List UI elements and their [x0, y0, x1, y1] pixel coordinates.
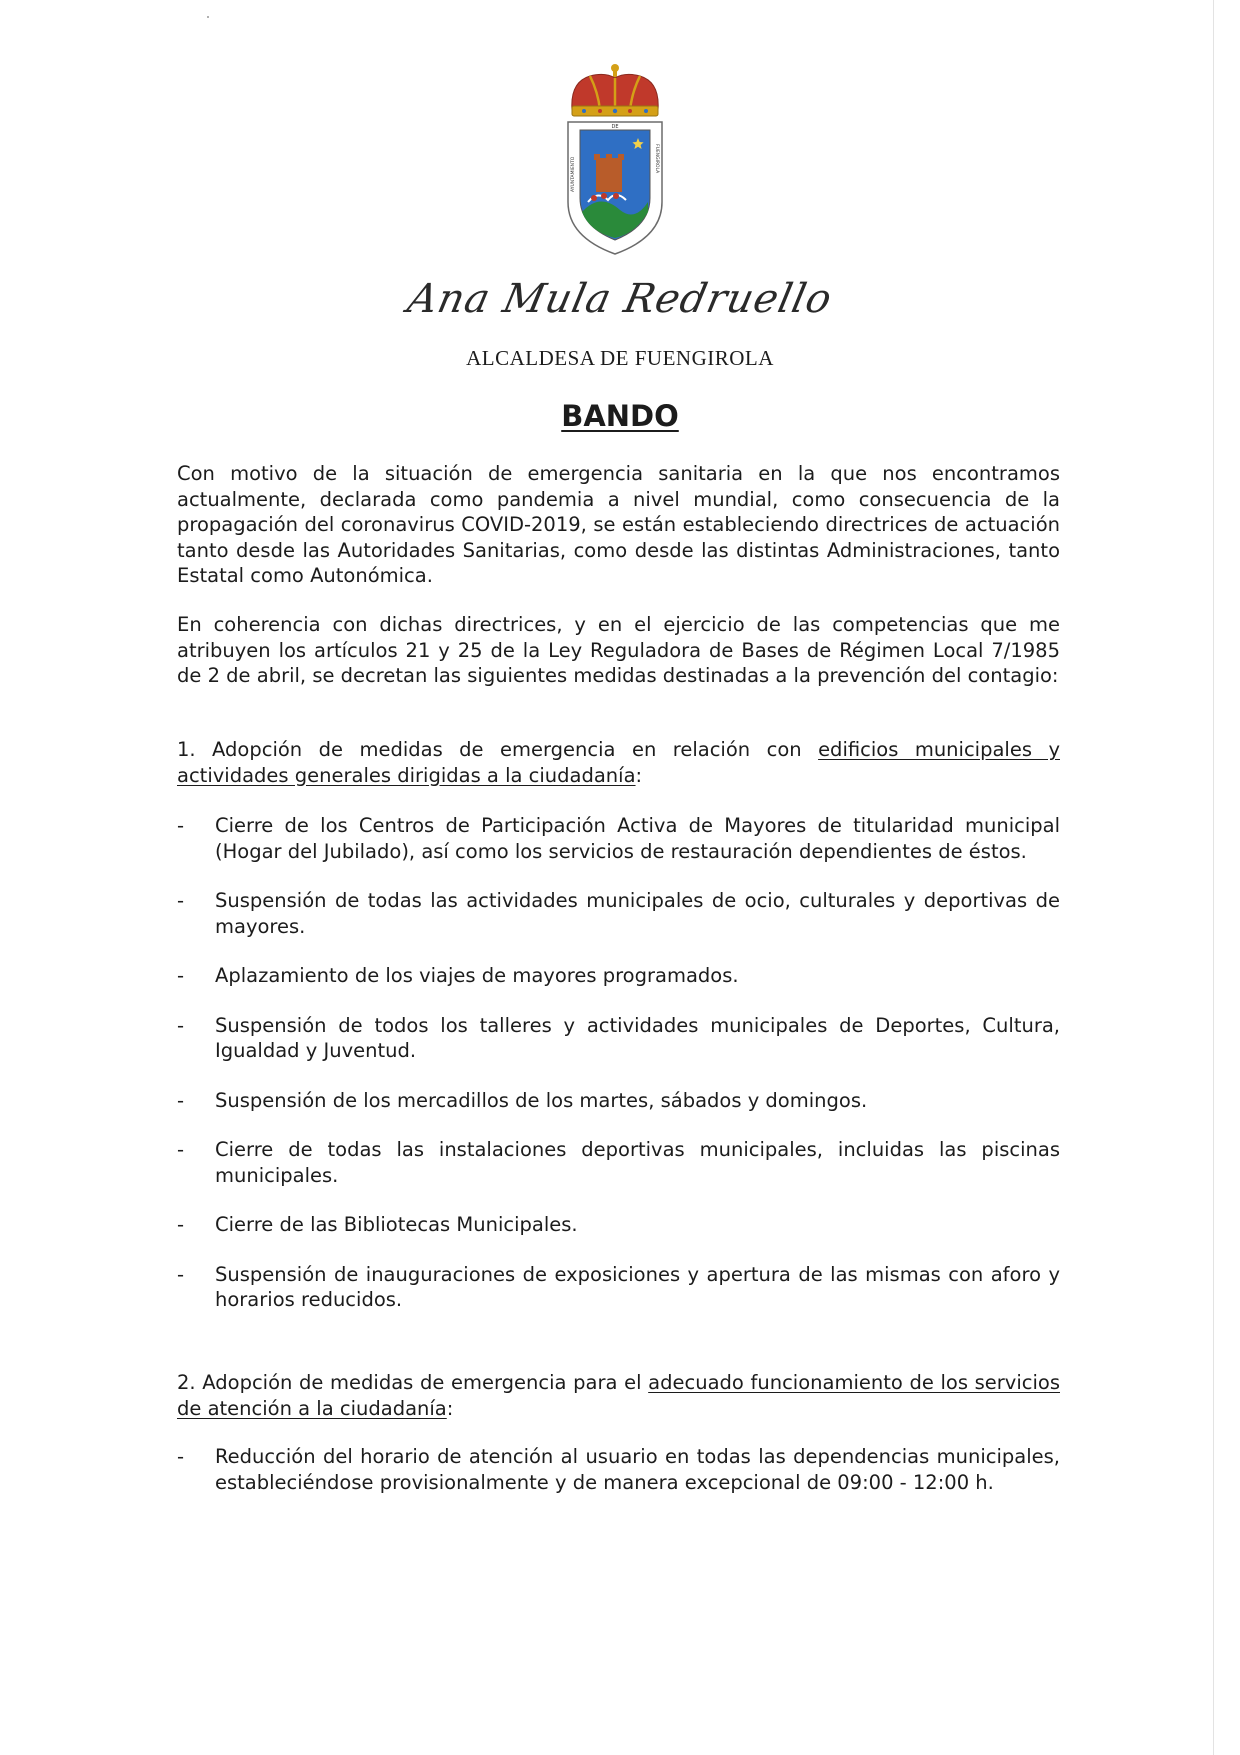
list-item: [177, 963, 1060, 989]
section-underlined: adecuado funcionamiento de los servicios de atención a la ciudadanía: [177, 1371, 1060, 1420]
section-heading-1: [177, 737, 1060, 788]
measures-list-2: [177, 1444, 1060, 1495]
list-item-text: Cierre de todas las instalaciones deportivas municipales, incluidas las piscinas municipales.: [215, 1138, 1060, 1187]
signatory-role: ALCALDESA DE FUENGIROLA: [466, 346, 774, 370]
list-item-text: Suspensión de los mercadillos de los martes, sábados y domingos.: [215, 1088, 868, 1112]
section-tail: :: [635, 763, 643, 787]
section-lead: 1. Adopción de medidas de emergencia en relación con: [177, 738, 819, 761]
list-marker: -: [177, 1138, 185, 1161]
section-heading-2: [177, 1370, 1060, 1421]
measures-list-1: [177, 813, 1060, 1337]
crown-icon: [572, 64, 658, 116]
list-item-text: Suspensión de todos los talleres y actividades municipales de Deportes, Cultura, Igualdad y Juventud.: [215, 1013, 1060, 1062]
list-item-text: Cierre de los Centros de Participación Activa de Mayores de titularidad municipal (Hogar del Jubilado), así como los servicios de restauración dependientes de éstos.: [215, 814, 1060, 863]
signature-name: Ana Mula Redruello: [403, 276, 837, 322]
list-item: [177, 1212, 1060, 1238]
list-item-text: Aplazamiento de los viajes de mayores programados.: [215, 964, 739, 987]
intro-text: En coherencia con dichas directrices, y en el ejercicio de las competencias que me atribuyen los artículos 21 y 25 de la Ley Reguladora de Bases de Régimen Local 7/1985 de 2 de abril, se decretan las siguientes medidas destinadas a la prevención del contagio:: [177, 613, 1060, 687]
intro-text: Con motivo de la situación de emergencia sanitaria en la que nos encontramos actualmente, declarada como pandemia a nivel mundial, como consecuencia de la propagación del coronavirus COVID-2019, se están estableciendo directrices de actuación tanto desde las Autoridades Sanitarias, como desde las distintas Administraciones, tanto Estatal como Autonómica.: [177, 462, 1060, 587]
intro-paragraph-1: [177, 461, 1060, 589]
list-marker: -: [177, 1088, 185, 1112]
list-item-text: Suspensión de inauguraciones de exposiciones y apertura de las mismas con aforo y horarios reducidos.: [215, 1262, 1060, 1311]
list-item: [177, 1013, 1060, 1064]
list-item-text: Reducción del horario de atención al usuario en todas las dependencias municipales, estableciéndose provisionalmente y de manera excepcional de 09:00 - 12:00 h.: [215, 1445, 1060, 1494]
list-marker: -: [177, 814, 185, 837]
list-item: [177, 1137, 1060, 1188]
list-item: [177, 1262, 1060, 1313]
crest-text-left: AYUNTAMIENTO: [571, 156, 576, 192]
section-tail: :: [446, 1396, 454, 1420]
list-marker: -: [177, 1262, 185, 1286]
municipal-crest-logo: [560, 62, 670, 262]
scan-edge-line: [1213, 0, 1214, 1755]
list-item-text: Suspensión de todas las actividades municipales de ocio, culturales y deportivas de mayores.: [215, 889, 1060, 938]
list-marker: -: [177, 1013, 185, 1037]
list-marker: -: [177, 889, 185, 912]
list-item: [177, 1444, 1060, 1495]
section-underlined: edificios municipales y actividades generales dirigidas a la ciudadanía: [177, 738, 1060, 787]
shield-icon: [568, 122, 662, 254]
section-lead: 2. Adopción de medidas de emergencia para el: [177, 1371, 649, 1394]
list-marker: -: [177, 1445, 185, 1468]
list-item: [177, 1088, 1060, 1114]
list-item: [177, 888, 1060, 939]
document-title: BANDO: [561, 399, 679, 433]
list-marker: -: [177, 1213, 185, 1236]
scan-speck: [207, 16, 209, 18]
intro-paragraph-2: [177, 612, 1060, 689]
list-marker: -: [177, 964, 185, 987]
crest-text-right: FUENGIROLA: [654, 144, 659, 174]
list-item-text: Cierre de las Bibliotecas Municipales.: [215, 1213, 578, 1236]
crest-text-top: DE: [611, 124, 619, 130]
list-item: [177, 813, 1060, 864]
